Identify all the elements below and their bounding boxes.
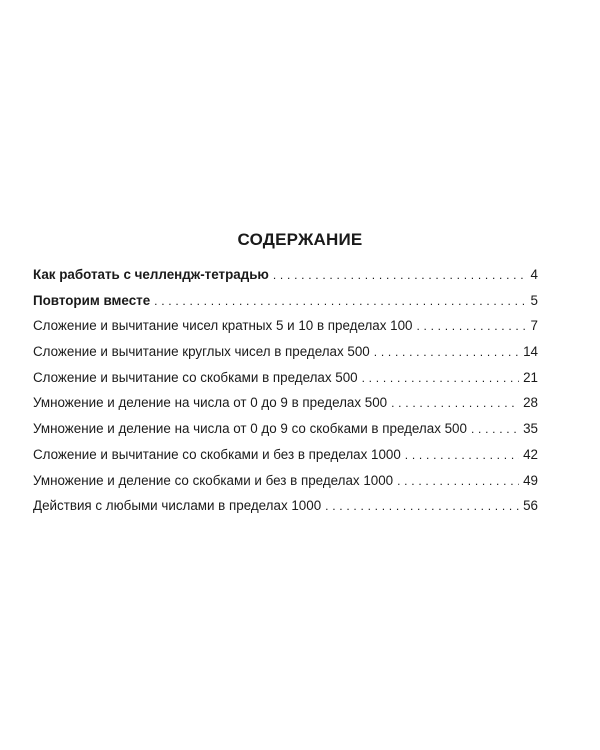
toc-item-page: 21 <box>523 369 538 385</box>
toc-list <box>33 262 538 519</box>
toc-dot-leader <box>416 314 526 340</box>
toc-dot-leader <box>273 263 527 289</box>
toc-item-page: 28 <box>523 395 538 411</box>
toc-dot-leader <box>391 391 519 417</box>
toc-item-label: Сложение и вычитание круглых чисел в пределах 500 <box>33 344 370 360</box>
toc-item-label: Повторим вместе <box>33 292 151 308</box>
toc-item-label: Сложение и вычитание со скобками в пределах 500 <box>33 369 358 385</box>
toc-item <box>33 468 538 494</box>
toc-item-label: Как работать с челлендж-тетрадью <box>33 267 269 282</box>
toc-item <box>33 493 538 519</box>
toc-dot-leader <box>397 469 519 495</box>
toc-title: СОДЕРЖАНИЕ <box>237 230 363 249</box>
toc-dot-leader <box>154 289 526 315</box>
toc-item <box>33 288 538 314</box>
toc-dot-leader <box>471 417 519 443</box>
toc-item-page: 5 <box>530 292 538 308</box>
toc-item-label: Действия с любыми числами в пределах 1000 <box>33 498 322 514</box>
toc-item-page: 4 <box>530 267 538 282</box>
toc-item <box>33 416 538 442</box>
toc-item-page: 7 <box>530 318 538 334</box>
toc-dot-leader <box>374 340 519 366</box>
toc-item <box>33 390 538 416</box>
toc-item-label: Умножение и деление на числа от 0 до 9 в пределах 500 <box>33 395 388 411</box>
toc-item <box>33 339 538 365</box>
toc-dot-leader <box>325 494 519 520</box>
toc-item-page: 35 <box>523 421 538 437</box>
toc-item-label: Умножение и деление на числа от 0 до 9 со скобками в пределах 500 <box>33 421 467 437</box>
toc-item <box>33 442 538 468</box>
toc-item-page: 56 <box>523 498 538 514</box>
toc-dot-leader <box>405 443 519 469</box>
toc-item-label: Умножение и деление со скобками и без в пределах 1000 <box>33 472 394 488</box>
toc-item <box>33 313 538 339</box>
toc-item-page: 42 <box>523 446 538 462</box>
toc-item <box>33 365 538 391</box>
toc-item-page: 14 <box>523 344 538 360</box>
toc-item-label: Сложение и вычитание чисел кратных 5 и 10 в пределах 100 <box>33 318 413 334</box>
toc-item-label: Сложение и вычитание со скобками и без в пределах 1000 <box>33 446 401 462</box>
toc-dot-leader <box>362 366 519 392</box>
toc-item-page: 49 <box>523 472 538 488</box>
toc-item <box>33 262 538 288</box>
